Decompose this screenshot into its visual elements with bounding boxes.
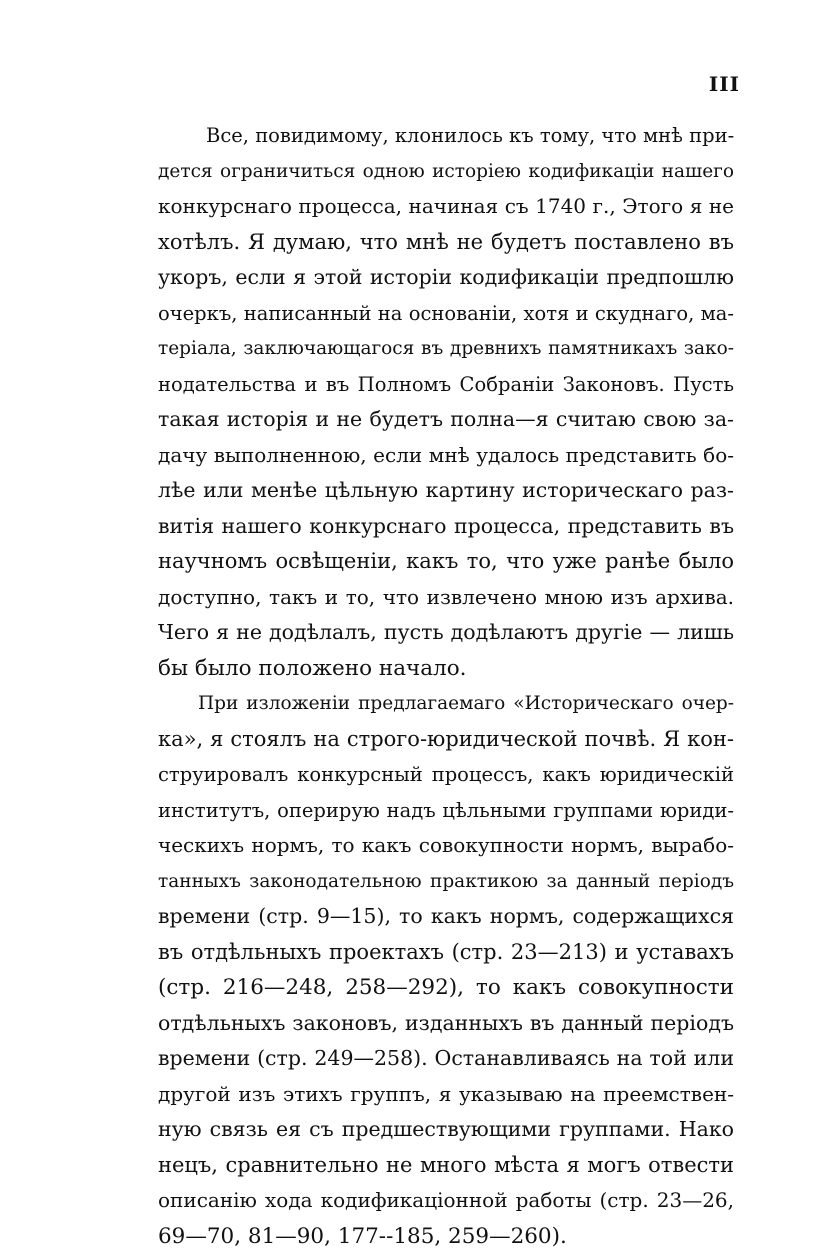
text-line: танныхъ законодательною практикою за данный періодъ [158,864,734,900]
text-line: времени (стр. 249—258). Останавливаясь на той или [158,1041,734,1077]
text-line: теріала, заключающагося въ древнихъ памятникахъ зако- [158,331,734,367]
text-line: ка», я стоялъ на строго-юридической почвѣ. Я кон- [158,722,734,758]
text-line: научномъ освѣщеніи, какъ то, что уже ранѣе было [158,544,734,580]
text-line: укоръ, если я этой исторіи кодификаціи предпошлю [158,260,734,296]
text-line: Чего я не додѣлалъ, пусть додѣлаютъ другіе — лишь [158,615,734,651]
paragraph-2 [158,686,734,1254]
text-line: времени (стр. 9—15), то какъ нормъ, содержащихся [158,899,734,935]
text-line: хотѣлъ. Я думаю, что мнѣ не будетъ поставлено въ [158,225,734,261]
text-line: нодательства и въ Полномъ Собраніи Законовъ. Пусть [158,367,734,403]
text-line: описанію хода кодификаціонной работы (стр. 23—26, [158,1183,734,1219]
page-number: III [709,72,740,96]
text-line: струировалъ конкурсный процессъ, какъ юридическій [158,757,734,793]
text-line: лѣе или менѣе цѣльную картину историческаго раз- [158,473,734,509]
text-line: другой изъ этихъ группъ, я указываю на преемствен- [158,1077,734,1113]
text-line: ную связь ея съ предшествующими группами. Нако [158,1112,734,1148]
text-line: нецъ, сравнительно не много мѣста я могъ отвести [158,1148,734,1184]
text-line: дачу выполненною, если мнѣ удалось представить бо- [158,438,734,474]
text-line: бы было положено начало. [158,651,734,687]
text-line: 69—70, 81—90, 177--185, 259—260). [158,1219,734,1254]
text-line-italic: такая исторія и не будетъ полна—я считаю свою за- [158,402,734,438]
text-line: конкурснаго процесса, начиная съ 1740 г., Этого я не [158,189,734,225]
text-line: (стр. 216—248, 258—292), то какъ совокупности [158,970,734,1006]
text-line: въ отдѣльныхъ проектахъ (стр. 23—213) и уставахъ [158,935,734,971]
text-line: институтъ, оперирую надъ цѣльными группами юриди- [158,793,734,829]
body-text [158,118,734,1254]
text-line: При изложеніи предлагаемаго «Историческаго очер- [158,686,734,722]
text-line: витія нашего конкурснаго процесса, представить въ [158,509,734,545]
text-line: дется ограничиться одною исторіею кодификаціи нашего [158,154,734,190]
text-line: доступно, такъ и то, что извлечено мною изъ архива. [158,580,734,616]
text-line: Все, повидимому, клонилось къ тому, что мнѣ при- [158,118,734,154]
text-line: очеркъ, написанный на основаніи, хотя и скуднаго, ма- [158,296,734,332]
text-line: ческихъ нормъ, то какъ совокупности нормъ, вырабо- [158,828,734,864]
text-line: отдѣльныхъ законовъ, изданныхъ въ данный періодъ [158,1006,734,1042]
paragraph-1 [158,118,734,686]
